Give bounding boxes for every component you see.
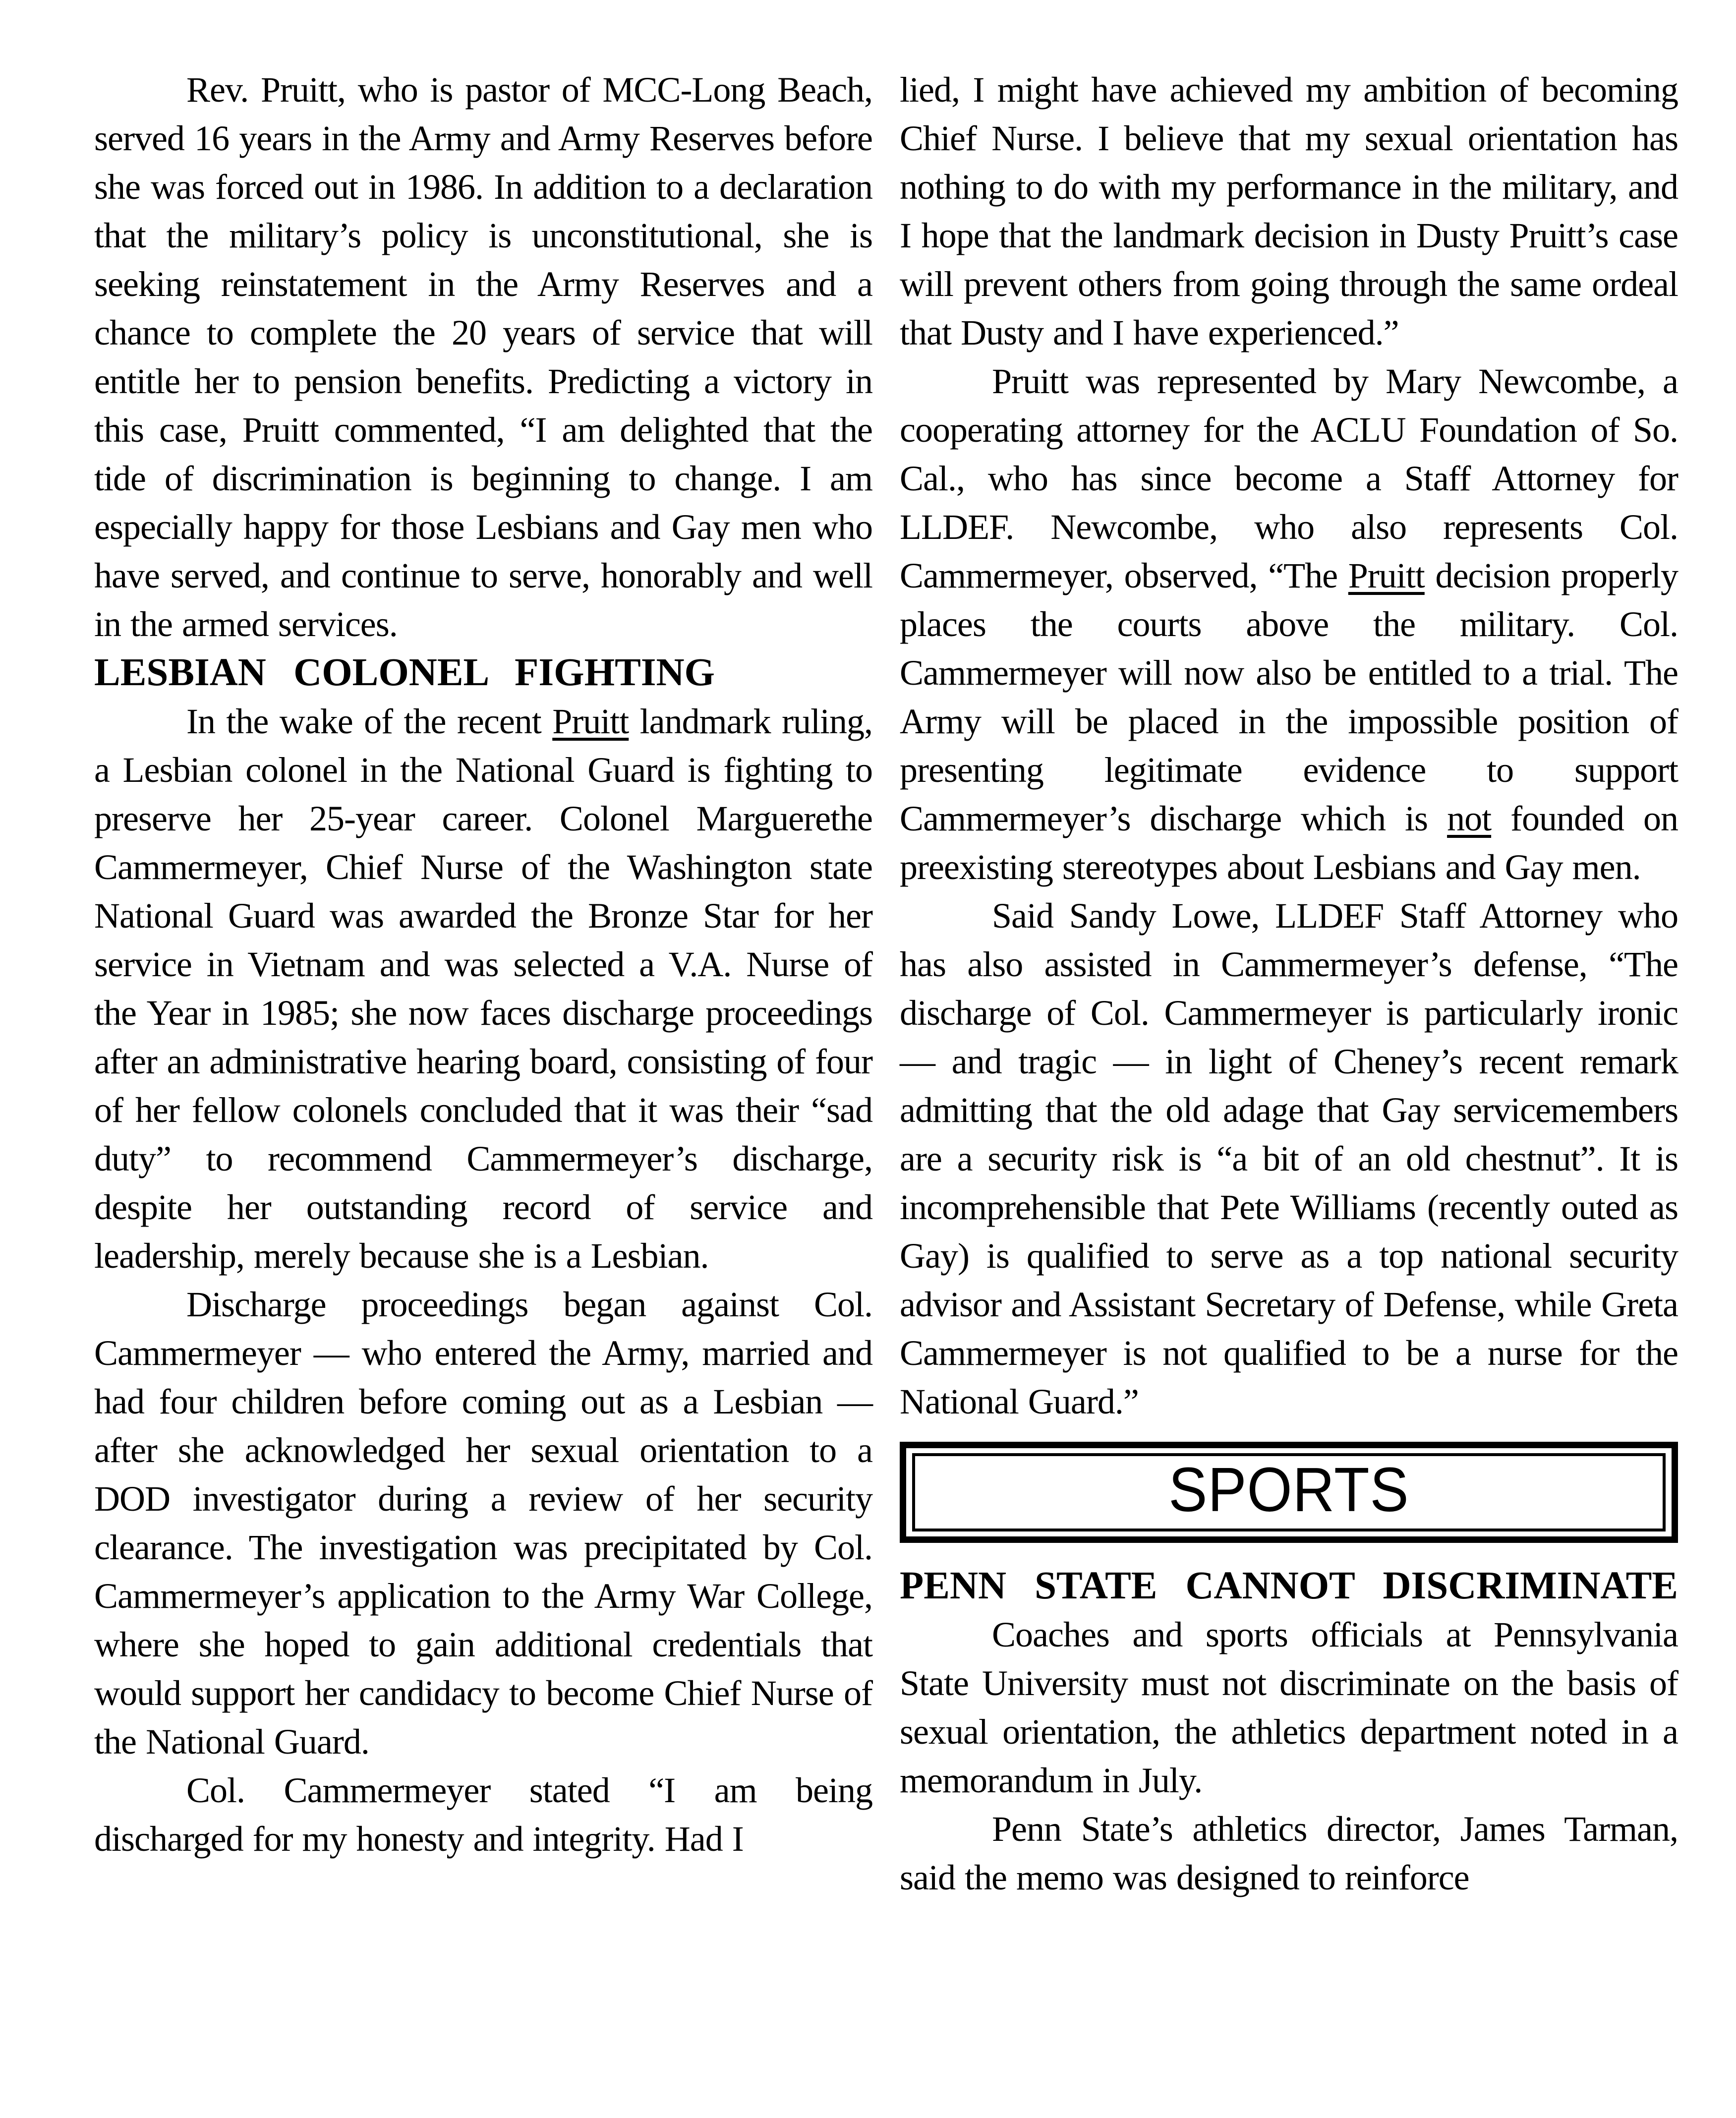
underlined-text: Pruitt	[552, 702, 629, 741]
text-run: lied, I might have achieved my ambition of becoming Chief Nurse. I believe that my sexual orientation has nothing to do with my performance in the military, and I hope that the landmark decision in Dusty Pruitt’s case will prevent others from going through the same ordeal that Dusty and I have experienced.”	[900, 70, 1678, 353]
text-run: Rev. Pruitt, who is pastor of MCC-Long Beach, served 16 years in the Army and Army Reserves before she was forced out in 1986. In addition to a declaration that the military’s policy is unconstitutional, she is seeking reinstatement in the Army Reserves and a chance to complete the 20 years of service that will entitle her to pension benefits. Predicting a victory in this case, Pruitt commented, “I am delighted that the tide of discrimination is beginning to change. I am especially happy for those Lesbians and Gay men who have served, and continue to serve, honorably and well in the armed services.	[94, 70, 872, 644]
paragraph	[900, 1805, 1678, 1902]
paragraph	[94, 697, 872, 1280]
paragraph	[94, 65, 872, 648]
paragraph	[94, 1766, 872, 1863]
column-right	[900, 65, 1678, 2118]
section-heading: LESBIAN COLONEL FIGHTING	[94, 651, 715, 694]
paragraph	[900, 65, 1678, 357]
text-run: Pruitt was represented by Mary Newcombe, a cooperating attorney for the ACLU Foundation of So. Cal., who has since become a Staff Attorney for LLDEF. Newcombe, who also represents Col. Cammermeyer, observed, “The	[900, 361, 1678, 595]
text-run: Coaches and sports officials at Pennsylvania State University must not discriminate on the basis of sexual orientation, the athletics department noted in a memorandum in July.	[900, 1615, 1678, 1800]
text-run: Penn State’s athletics director, James Tarman, said the memo was designed to reinforce	[900, 1809, 1678, 1897]
text-run: Col. Cammermeyer stated “I am being discharged for my honesty and integrity. Had I	[94, 1770, 872, 1859]
sports-section-label: SPORTS	[1168, 1455, 1409, 1525]
underlined-text: not	[1447, 799, 1492, 838]
paragraph	[94, 1280, 872, 1766]
column-left	[94, 65, 872, 2118]
text-run: founded on preexisting stereotypes about Lesbians and Gay men.	[900, 799, 1678, 887]
text-run: landmark ruling, a Lesbian colonel in the National Guard is fighting to preserve her 25-year career. Colonel Marguerethe Cammermeyer, Chief Nurse of the Washington state National Guard was awarded the Bronze Star for her service in Vietnam and was selected a V.A. Nurse of the Year in 1985; she now faces discharge proceedings after an administrative hearing board, consisting of four of her fellow colonels concluded that it was their “sad duty” to recommend Cammermeyer’s discharge, despite her outstanding record of service and leadership, merely because she is a Lesbian.	[94, 702, 872, 1276]
text-run: In the wake of the recent	[186, 702, 553, 741]
paragraph	[900, 1610, 1678, 1805]
sports-box-inner-frame	[912, 1453, 1666, 1531]
text-run: Said Sandy Lowe, LLDEF Staff Attorney who has also assisted in Cammermeyer’s defense, “The discharge of Col. Cammermeyer is particularly ironic — and tragic — in light of Cheney’s recent remark admitting that the old adage that Gay servicemembers are a security risk is “a bit of an old chestnut”. It is incomprehensible that Pete Williams (recently outed as Gay) is qualified to serve as a top national security advisor and Assistant Secretary of Defense, while Greta Cammermeyer is not qualified to be a nurse for the National Guard.”	[900, 896, 1678, 1421]
text-run: Discharge proceedings began against Col. Cammermeyer — who entered the Army, married and had four children before coming out as a Lesbian — after she acknowledged her sexual orientation to a DOD investigator during a review of her security clearance. The investigation was precipitated by Col. Cammermeyer’s application to the Army War College, where she hoped to gain additional credentials that would support her candidacy to become Chief Nurse of the National Guard.	[94, 1285, 872, 1762]
paragraph	[900, 891, 1678, 1426]
text-run: decision properly places the courts above the military. Col. Cammermeyer will now also be entitled to a trial. The Army will be placed in the impossible position of presenting legitimate evidence to support Cammermeyer’s discharge which is	[900, 556, 1678, 838]
paragraph	[900, 357, 1678, 891]
underlined-text: Pruitt	[1348, 556, 1425, 595]
section-heading: PENN STATE CANNOT DISCRIMINATE	[900, 1564, 1678, 1607]
sports-section-box	[900, 1442, 1678, 1543]
